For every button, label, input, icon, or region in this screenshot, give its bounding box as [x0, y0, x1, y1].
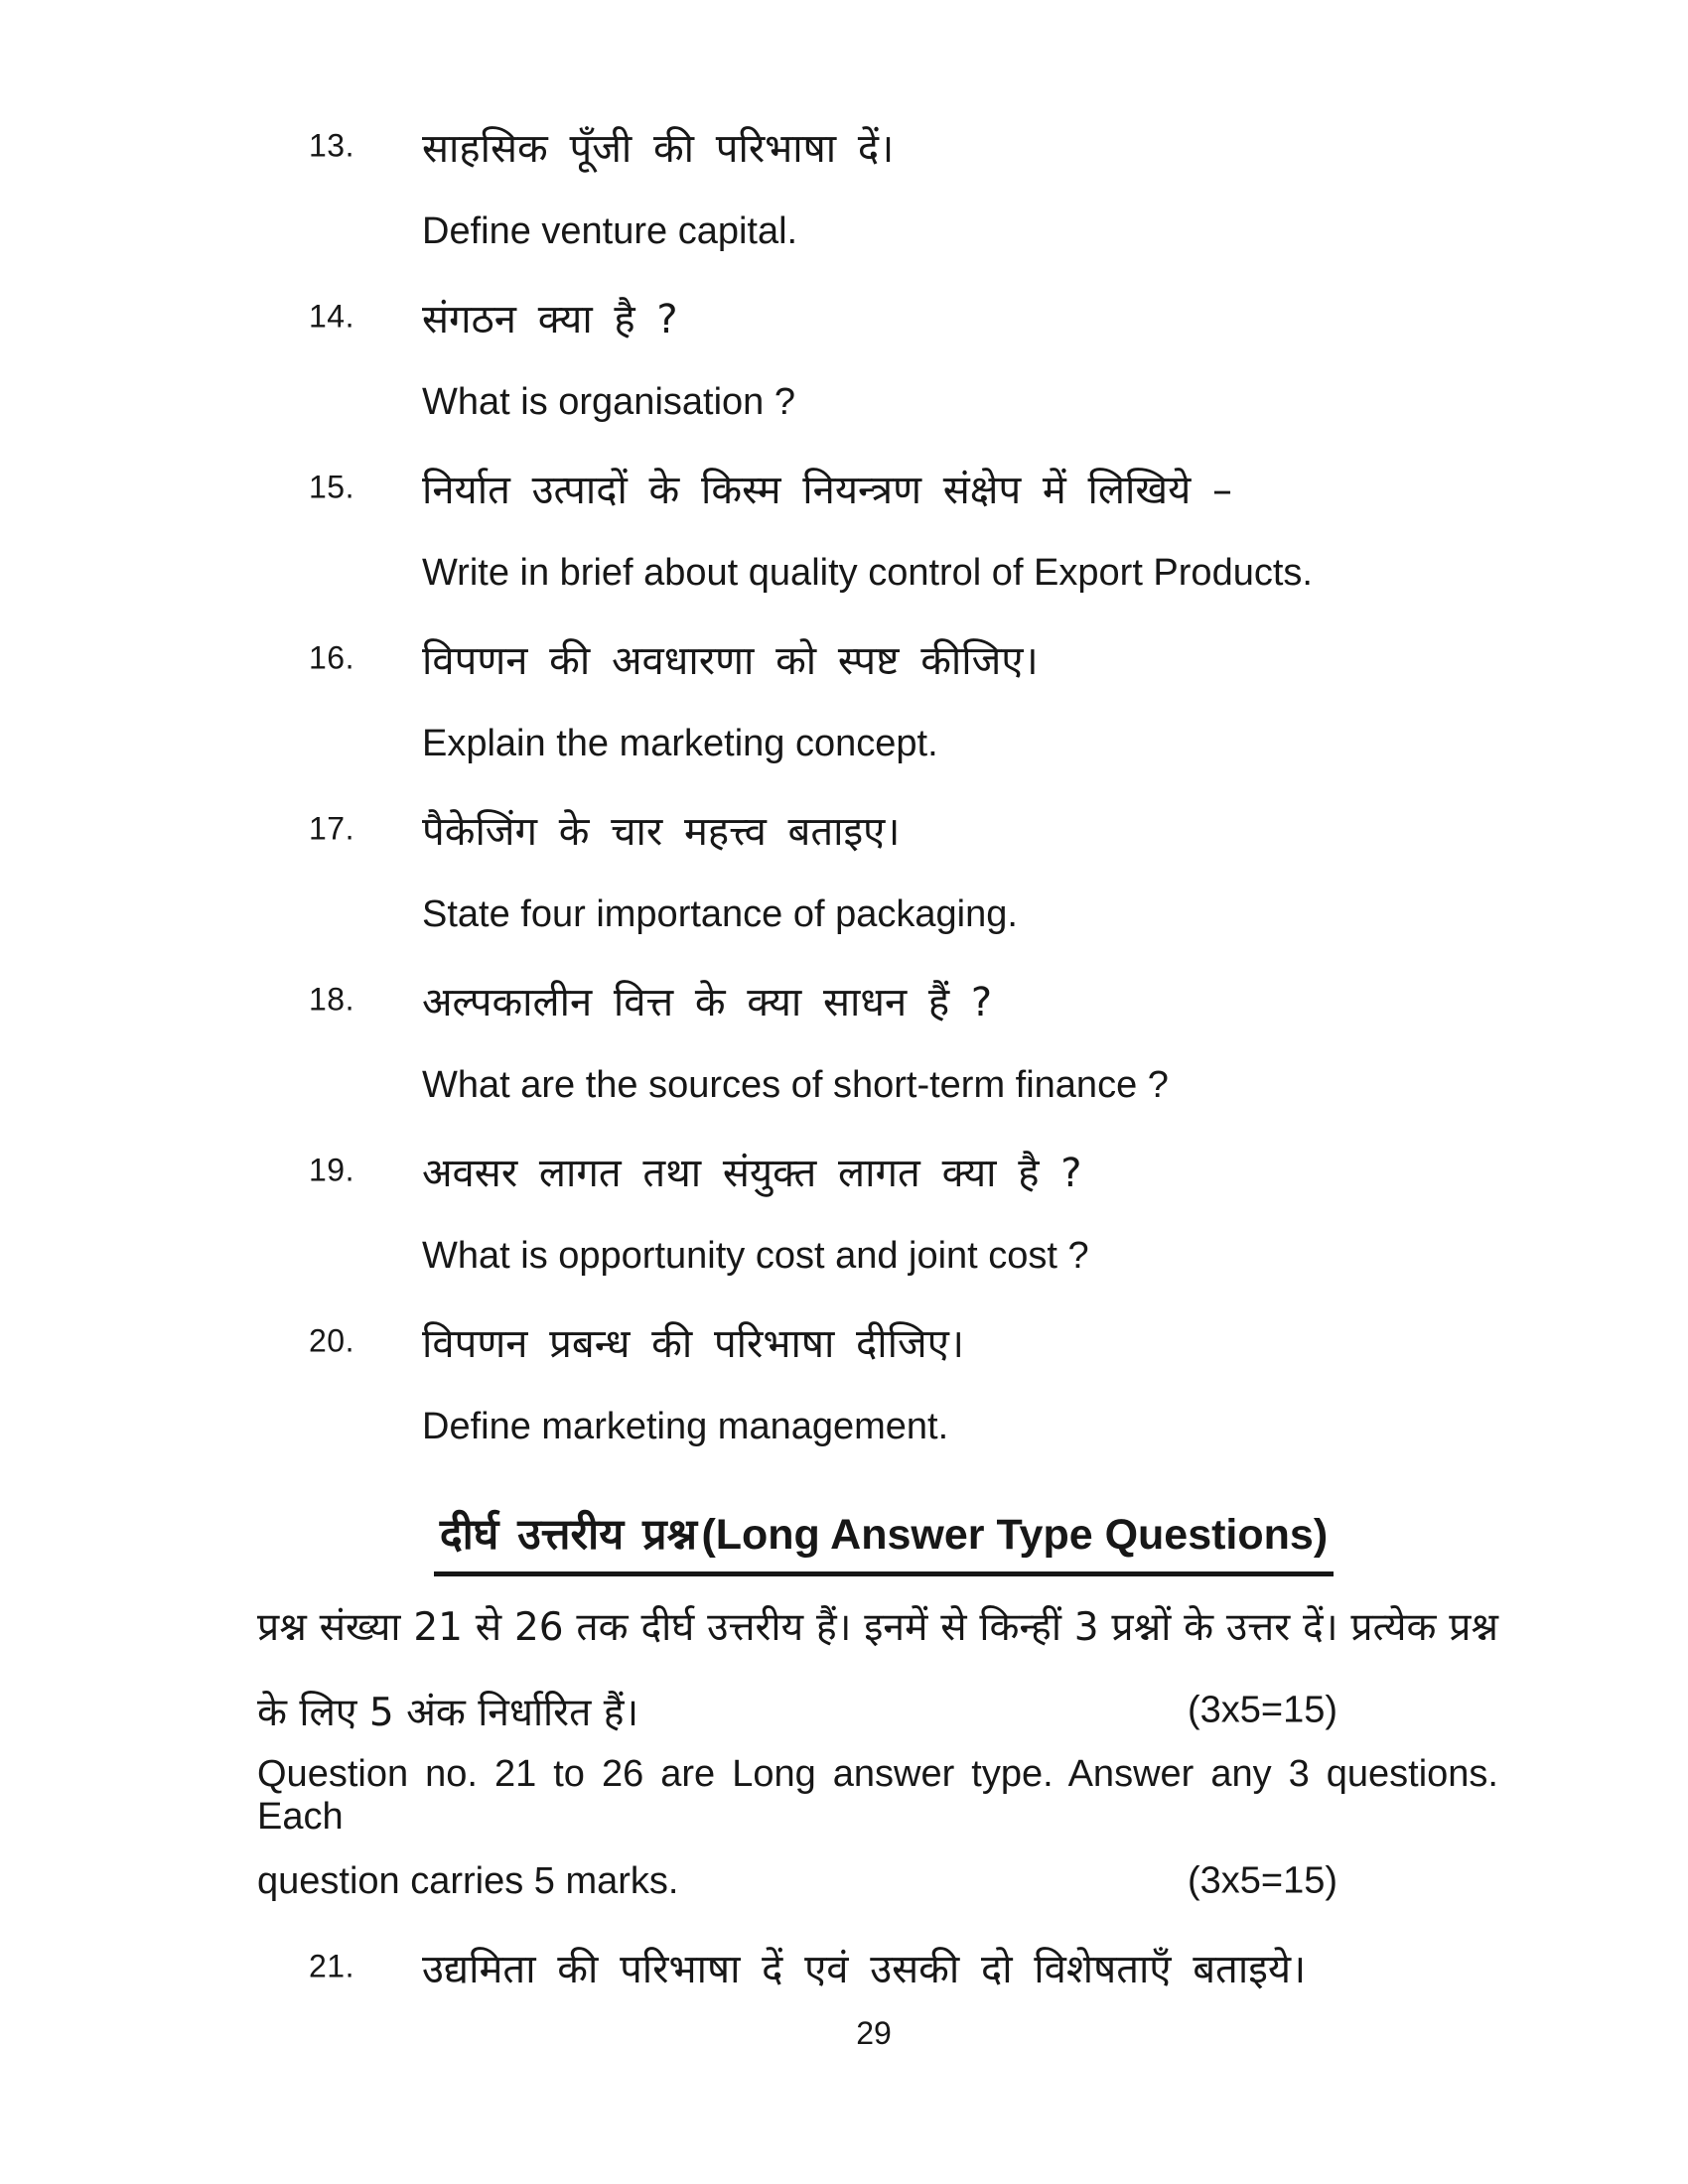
marks-scheme-english: (3x5=15) — [1188, 1859, 1338, 1902]
question-20-hindi-line — [0, 1298, 1688, 1384]
question-14-hindi-line — [0, 274, 1688, 359]
section-heading-english: (Long Answer Type Questions) — [701, 1511, 1329, 1559]
question-text-hindi: संगठन क्या है ? — [422, 296, 678, 342]
question-number: 20. — [309, 1322, 354, 1359]
section-heading-line — [0, 1497, 1688, 1582]
question-15-english-line — [0, 530, 1688, 615]
question-text-english: What is organisation ? — [422, 380, 795, 423]
question-text-hindi: निर्यात उत्पादों के किस्म नियन्त्रण संक्षेप में लिखिये – — [422, 467, 1232, 513]
question-13-hindi-line — [0, 103, 1688, 189]
section-heading-hindi: दीर्घ उत्तरीय प्रश्न — [439, 1510, 697, 1560]
question-17-hindi-line — [0, 786, 1688, 872]
question-19-english-line — [0, 1213, 1688, 1298]
instructions-hindi-line1 — [0, 1582, 1688, 1668]
question-15-hindi-line — [0, 445, 1688, 530]
question-number: 16. — [309, 639, 354, 676]
question-text-hindi: पैकेजिंग के चार महत्त्व बताइए। — [422, 808, 901, 855]
question-text-english: Define venture capital. — [422, 209, 798, 252]
question-text-english: State four importance of packaging. — [422, 892, 1018, 935]
instructions-english-text: Question no. 21 to 26 are Long answer type. Answer any 3 questions. Each — [257, 1753, 1498, 1838]
question-text-hindi: विपणन प्रबन्ध की परिभाषा दीजिए। — [422, 1320, 964, 1367]
question-20-english-line — [0, 1384, 1688, 1469]
question-number: 14. — [309, 298, 354, 335]
instructions-english-line2 — [0, 1839, 1688, 1924]
instructions-hindi-text: के लिए 5 अंक निर्धारित हैं। — [257, 1690, 639, 1735]
question-number: 21. — [309, 1948, 354, 1984]
question-text-hindi: अवसर लागत तथा संयुक्त लागत क्या है ? — [422, 1150, 1082, 1196]
question-text-hindi: अल्पकालीन वित्त के क्या साधन हैं ? — [422, 979, 993, 1025]
question-text-english: What is opportunity cost and joint cost ? — [422, 1234, 1089, 1277]
question-number: 15. — [309, 469, 354, 505]
question-17-english-line — [0, 872, 1688, 957]
question-13-english-line — [0, 189, 1688, 274]
page-number: 29 — [856, 2015, 892, 2051]
question-16-english-line — [0, 701, 1688, 786]
question-21-hindi-line — [0, 1924, 1688, 2009]
question-text-hindi: साहसिक पूँजी की परिभाषा दें। — [422, 125, 895, 172]
question-text-hindi: उद्यमिता की परिभाषा दें एवं उसकी दो विशेषताएँ बताइये। — [422, 1946, 1307, 1992]
instructions-hindi-line2 — [0, 1668, 1688, 1753]
instructions-english-line1 — [0, 1753, 1688, 1839]
question-18-hindi-line — [0, 957, 1688, 1042]
question-number: 17. — [309, 810, 354, 847]
question-text-english: Write in brief about quality control of Export Products. — [422, 551, 1313, 594]
instructions-english-text: question carries 5 marks. — [257, 1859, 679, 1902]
question-number: 13. — [309, 127, 354, 164]
marks-scheme-hindi: (3x5=15) — [1188, 1689, 1338, 1731]
question-text-english: Define marketing management. — [422, 1405, 949, 1447]
question-19-hindi-line — [0, 1128, 1688, 1213]
question-text-english: Explain the marketing concept. — [422, 722, 938, 764]
section-heading — [434, 1503, 1334, 1576]
question-16-hindi-line — [0, 615, 1688, 701]
instructions-hindi-text: प्रश्न संख्या 21 से 26 तक दीर्घ उत्तरीय हैं। इनमें से किन्हीं 3 प्रश्नों के उत्तर दें। प्रत्येक प्रश्न — [257, 1604, 1498, 1650]
question-14-english-line — [0, 359, 1688, 445]
question-text-hindi: विपणन की अवधारणा को स्पष्ट कीजिए। — [422, 637, 1039, 684]
question-18-english-line — [0, 1042, 1688, 1128]
question-number: 19. — [309, 1152, 354, 1188]
question-number: 18. — [309, 981, 354, 1018]
page-content — [0, 103, 1688, 2009]
question-text-english: What are the sources of short-term finance ? — [422, 1063, 1169, 1106]
